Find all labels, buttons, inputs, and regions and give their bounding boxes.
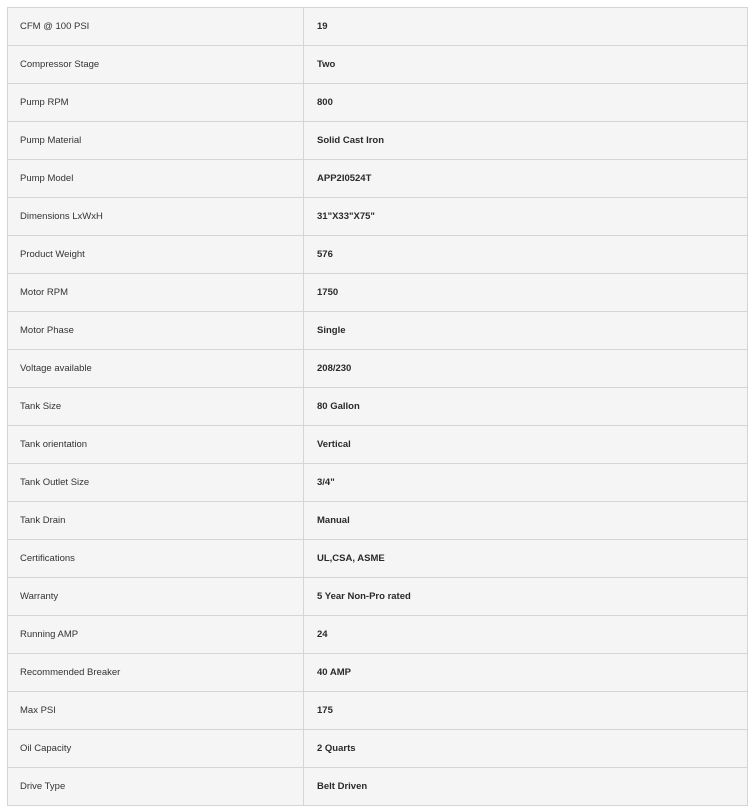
spec-value: UL,CSA, ASME (304, 540, 748, 578)
spec-value: 208/230 (304, 350, 748, 388)
spec-label: Running AMP (8, 616, 304, 654)
spec-row (8, 540, 748, 578)
spec-value: 576 (304, 236, 748, 274)
spec-value: 31"X33"X75" (304, 198, 748, 236)
spec-label: Tank orientation (8, 426, 304, 464)
spec-value: Two (304, 46, 748, 84)
spec-value: 19 (304, 8, 748, 46)
spec-row (8, 160, 748, 198)
spec-row (8, 768, 748, 806)
spec-value: 40 AMP (304, 654, 748, 692)
spec-value: 800 (304, 84, 748, 122)
spec-value: 5 Year Non-Pro rated (304, 578, 748, 616)
spec-label: Pump Material (8, 122, 304, 160)
spec-row (8, 502, 748, 540)
spec-value: 24 (304, 616, 748, 654)
specifications-table (7, 7, 748, 806)
spec-value: 2 Quarts (304, 730, 748, 768)
spec-value: Belt Driven (304, 768, 748, 806)
spec-row (8, 464, 748, 502)
spec-label: Drive Type (8, 768, 304, 806)
spec-row (8, 84, 748, 122)
spec-value: 80 Gallon (304, 388, 748, 426)
spec-label: Motor Phase (8, 312, 304, 350)
spec-label: Tank Outlet Size (8, 464, 304, 502)
spec-row (8, 578, 748, 616)
spec-value: APP2I0524T (304, 160, 748, 198)
spec-row (8, 236, 748, 274)
spec-row (8, 350, 748, 388)
spec-label: Pump Model (8, 160, 304, 198)
spec-row (8, 198, 748, 236)
spec-label: Motor RPM (8, 274, 304, 312)
spec-label: Max PSI (8, 692, 304, 730)
specifications-table-container (7, 7, 748, 806)
spec-value: Solid Cast Iron (304, 122, 748, 160)
spec-row (8, 426, 748, 464)
spec-row (8, 312, 748, 350)
spec-row (8, 46, 748, 84)
spec-label: Oil Capacity (8, 730, 304, 768)
spec-row (8, 616, 748, 654)
spec-label: Tank Size (8, 388, 304, 426)
spec-label: Voltage available (8, 350, 304, 388)
spec-label: CFM @ 100 PSI (8, 8, 304, 46)
spec-label: Tank Drain (8, 502, 304, 540)
spec-row (8, 654, 748, 692)
spec-label: Certifications (8, 540, 304, 578)
spec-value: Manual (304, 502, 748, 540)
spec-value: Single (304, 312, 748, 350)
spec-value: 1750 (304, 274, 748, 312)
spec-label: Product Weight (8, 236, 304, 274)
spec-row (8, 388, 748, 426)
spec-label: Warranty (8, 578, 304, 616)
spec-value: Vertical (304, 426, 748, 464)
spec-label: Dimensions LxWxH (8, 198, 304, 236)
spec-value: 3/4" (304, 464, 748, 502)
spec-label: Pump RPM (8, 84, 304, 122)
spec-row (8, 8, 748, 46)
specifications-table-body (8, 8, 748, 806)
spec-row (8, 122, 748, 160)
spec-label: Recommended Breaker (8, 654, 304, 692)
spec-value: 175 (304, 692, 748, 730)
spec-label: Compressor Stage (8, 46, 304, 84)
spec-row (8, 692, 748, 730)
spec-row (8, 274, 748, 312)
spec-row (8, 730, 748, 768)
